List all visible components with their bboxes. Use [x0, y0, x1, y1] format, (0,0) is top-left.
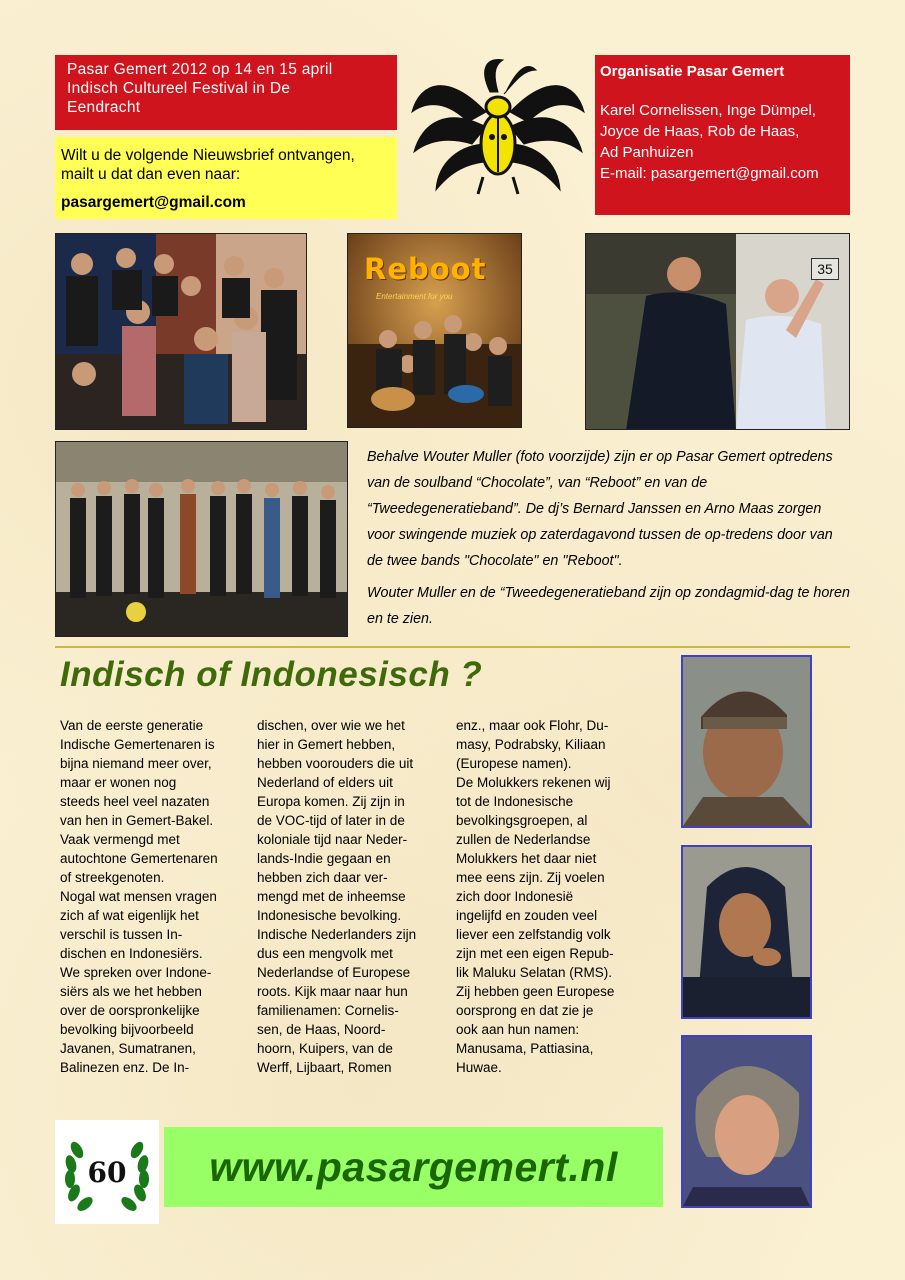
article-line: We spreken over Indone-	[60, 965, 212, 980]
intro-paragraph	[367, 444, 852, 638]
article-line: Zij hebben geen Europese	[456, 984, 615, 999]
article-column-2	[257, 716, 439, 1077]
article-line: ook aan hun namen:	[456, 1022, 580, 1037]
article-line: dischen en Indonesiërs.	[60, 946, 203, 961]
band-photo	[55, 233, 307, 430]
intro-paragraph-1: Behalve Wouter Muller (foto voorzijde) zijn er op Pasar Gemert optredens van de soulband “Chocolate”, van “Reboot” en van de “Tweedegeneratieband”. De dj’s Bernard Janssen en Arno Maas zorgen voor swingende muziek op zaterdagavond tussen de op-tredens door van de twee bands "Chocolate" en "Reboot".	[367, 449, 833, 569]
article-line: autochtone Gemertenaren	[60, 851, 218, 866]
article-line: familienamen: Cornelis-	[257, 1003, 399, 1018]
reboot-photo	[347, 233, 522, 428]
stage-photo-image	[56, 442, 348, 637]
newsletter-box	[55, 137, 397, 219]
article-line: (Europese namen).	[456, 756, 572, 771]
anniversary-badge	[55, 1120, 159, 1224]
newsletter-line: mailt u dat dan even naar:	[61, 166, 241, 183]
organisation-line: Karel Cornelissen, Inge Dümpel,	[600, 102, 816, 119]
door-number-sign: 35	[811, 258, 839, 280]
organisation-box	[595, 55, 850, 215]
scarab-logo-icon	[408, 52, 588, 200]
portrait-2-image	[683, 847, 810, 1017]
article-line: hier in Gemert hebben,	[257, 737, 396, 752]
article-line: roots. Kijk maar naar hun	[257, 984, 408, 999]
article-line: ingelijfd en zouden veel	[456, 908, 598, 923]
article-line: maar er wonen nog	[60, 775, 177, 790]
organisation-title: Organisatie Pasar Gemert	[600, 63, 785, 80]
article-line: de VOC-tijd of later in de	[257, 813, 405, 828]
newsletter-email[interactable]: pasargemert@gmail.com	[61, 194, 246, 211]
badge-number: 60	[87, 1156, 127, 1189]
article-line: enz., maar ook Flohr, Du-	[456, 718, 609, 733]
article-line: Manusama, Pattiasina,	[456, 1041, 594, 1056]
article-line: Balinezen enz. De In-	[60, 1060, 190, 1075]
title-line: Eendracht	[67, 99, 141, 116]
website-banner	[164, 1127, 663, 1207]
article-line: hoorn, Kuipers, van de	[257, 1041, 393, 1056]
portrait-1-image	[683, 657, 810, 826]
article-line: oorsprong en dat zie je	[456, 1003, 594, 1018]
article-line: Huwae.	[456, 1060, 502, 1075]
newsletter-line: Wilt u de volgende Nieuwsbrief ontvangen,	[61, 147, 355, 164]
article-line: bevolking bijvoorbeeld	[60, 1022, 194, 1037]
website-link[interactable]: www.pasargemert.nl	[209, 1143, 618, 1190]
article-line: hebben voorouders die uit	[257, 756, 414, 771]
article-line: Molukkers het daar niet	[456, 851, 597, 866]
portrait-3-image	[683, 1037, 810, 1206]
article-line: tot de Indonesische	[456, 794, 574, 809]
article-line: over de oorspronkelijke	[60, 1003, 200, 1018]
article-line: Indische Gemertenaren is	[60, 737, 215, 752]
article-line: dus een mengvolk met	[257, 946, 393, 961]
laurel-wreath-icon	[55, 1120, 159, 1224]
article-line: hebben zich daar ver-	[257, 870, 388, 885]
article-column-1	[60, 716, 242, 1077]
article-line: zullen de Nederlandse	[456, 832, 591, 847]
article-line: of streekgenoten.	[60, 870, 165, 885]
section-divider	[55, 646, 850, 648]
organisation-email[interactable]: E-mail: pasargemert@gmail.com	[600, 165, 819, 182]
organizers-photo	[585, 233, 850, 430]
article-headline: Indisch of Indonesisch ?	[60, 655, 483, 694]
article-line: liever een zelfstandig volk	[456, 927, 611, 942]
article-line: mengd met de inheemse	[257, 889, 406, 904]
article-line: lands-Indie gegaan en	[257, 851, 391, 866]
title-line: Indisch Cultureel Festival in De	[67, 80, 291, 97]
article-line: verschil is tussen In-	[60, 927, 183, 942]
article-line: mee eens zijn. Zij voelen	[456, 870, 605, 885]
article-line: zich af wat eigenlijk het	[60, 908, 199, 923]
reboot-logo-text: Reboot	[364, 252, 487, 286]
article-line: steeds heel veel nazaten	[60, 794, 210, 809]
article-line: Europa komen. Zij zijn in	[257, 794, 405, 809]
organisation-line: Joyce de Haas, Rob de Haas,	[600, 123, 800, 140]
article-line: koloniale tijd naar Neder-	[257, 832, 408, 847]
article-line: zijn met een eigen Repub-	[456, 946, 614, 961]
article-line: sen, de Haas, Noord-	[257, 1022, 386, 1037]
intro-paragraph-2: Wouter Muller en de “Tweedegeneratieband zijn op zondagmid-dag te horen en te zien.	[367, 585, 850, 627]
organisation-line: Ad Panhuizen	[600, 144, 694, 161]
article-line: Javanen, Sumatranen,	[60, 1041, 196, 1056]
article-line: Van de eerste generatie	[60, 718, 204, 733]
article-line: Nederland of elders uit	[257, 775, 393, 790]
article-line: lik Maluku Selatan (RMS).	[456, 965, 613, 980]
article-line: Indonesische bevolking.	[257, 908, 402, 923]
band-photo-image	[56, 234, 307, 430]
article-line: De Molukkers rekenen wij	[456, 775, 611, 790]
article-line: masy, Podrabsky, Kiliaan	[456, 737, 606, 752]
stage-performance-photo	[55, 441, 348, 637]
title-line: Pasar Gemert 2012 op 14 en 15 april	[67, 61, 333, 78]
article-line: Vaak vermengd met	[60, 832, 180, 847]
portrait-woman-smiling	[681, 1035, 812, 1208]
article-line: Indische Nederlanders zijn	[257, 927, 417, 942]
article-line: bijna niemand meer over,	[60, 756, 212, 771]
article-line: siërs als we het hebben	[60, 984, 202, 999]
article-line: dischen, over wie we het	[257, 718, 405, 733]
portrait-man-cap	[681, 655, 812, 828]
pasar-logo	[408, 52, 588, 200]
festival-title-box	[55, 55, 397, 130]
portrait-woman-headscarf	[681, 845, 812, 1019]
article-line: Nederlandse of Europese	[257, 965, 411, 980]
article-line: van hen in Gemert-Bakel.	[60, 813, 214, 828]
article-column-3	[456, 716, 638, 1077]
reboot-tagline: Entertainment for you	[376, 292, 453, 301]
article-line: Nogal wat mensen vragen	[60, 889, 217, 904]
article-line: Werff, Lijbaart, Romen	[257, 1060, 392, 1075]
article-line: bevolkingsgroepen, al	[456, 813, 588, 828]
article-line: zich door Indonesië	[456, 889, 574, 904]
